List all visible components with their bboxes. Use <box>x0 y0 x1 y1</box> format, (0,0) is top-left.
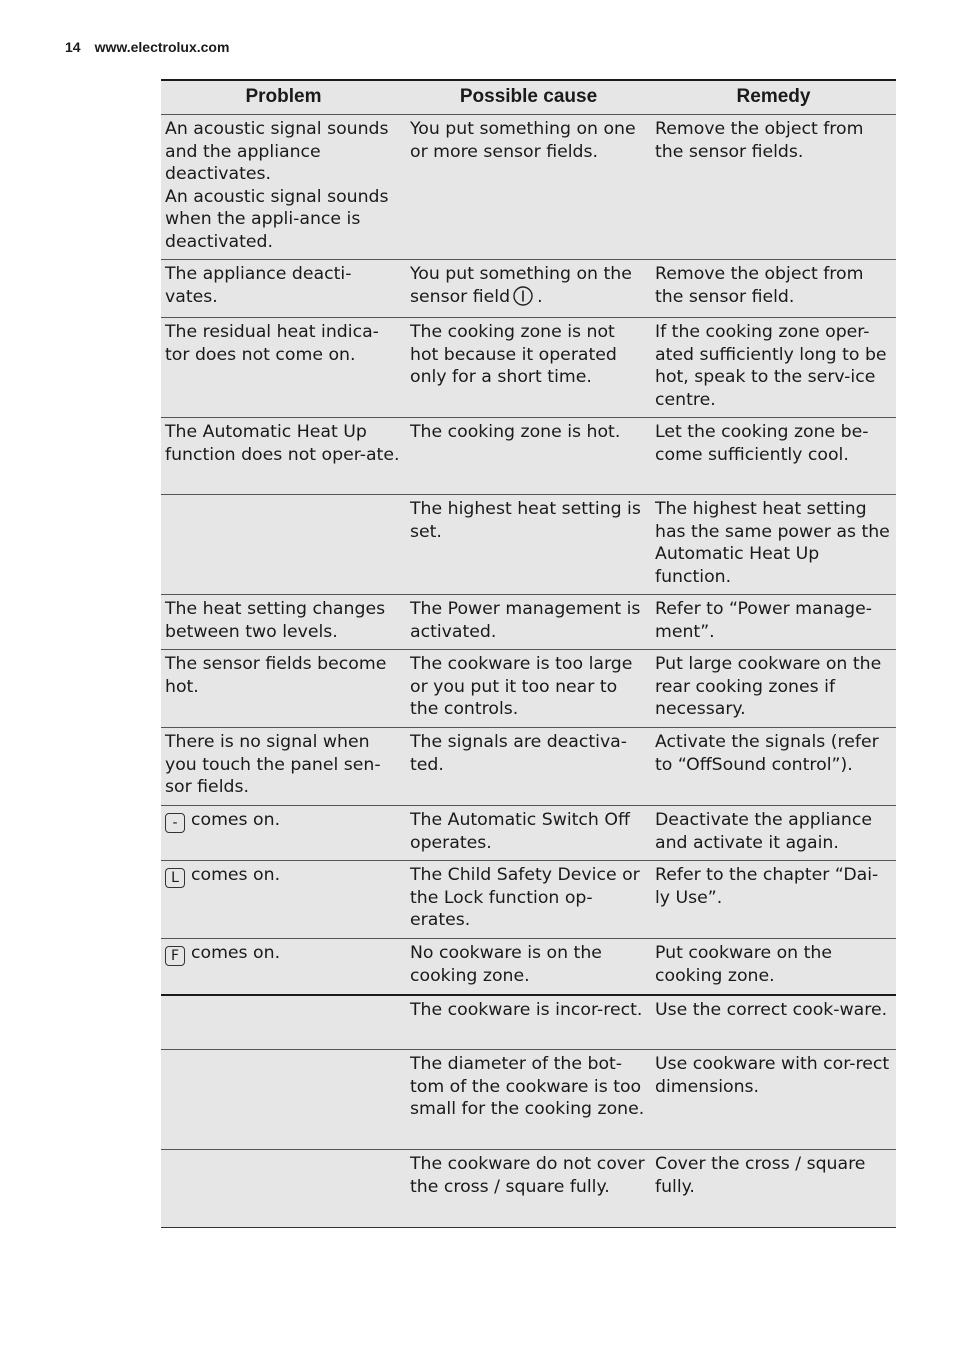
cause-cell: The signals are deactiva-ted. <box>406 728 651 806</box>
column-header-possible-cause: Possible cause <box>406 80 651 115</box>
table-row <box>161 318 896 418</box>
site-url: www.electrolux.com <box>94 39 230 55</box>
display-symbol-icon: - <box>165 813 185 833</box>
problem-cell <box>161 1150 406 1228</box>
remedy-cell: Put cookware on the cooking zone. <box>651 939 896 995</box>
page-number: 14 <box>65 39 81 55</box>
cause-cell: The cooking zone is not hot because it operated only for a short time. <box>406 318 651 418</box>
table-row <box>161 260 896 318</box>
remedy-cell: The highest heat setting has the same power as the Automatic Heat Up function. <box>651 495 896 595</box>
cause-cell: The highest heat setting is set. <box>406 495 651 595</box>
table-row <box>161 495 896 595</box>
remedy-cell: Use cookware with cor-rect dimensions. <box>651 1050 896 1150</box>
problem-cell: The residual heat indica-tor does not come on. <box>161 318 406 418</box>
table-row <box>161 115 896 260</box>
table-row <box>161 806 896 861</box>
problem-cell: L comes on. <box>161 861 406 939</box>
remedy-cell: Refer to “Power manage-ment”. <box>651 595 896 650</box>
cause-cell: You put something on the sensor field . <box>406 260 651 318</box>
page-header <box>65 39 229 55</box>
problem-cell: The appliance deacti-vates. <box>161 260 406 318</box>
cause-cell: The cooking zone is hot. <box>406 418 651 495</box>
remedy-cell: Refer to the chapter “Dai-ly Use”. <box>651 861 896 939</box>
problem-cell <box>161 995 406 1050</box>
cause-cell: No cookware is on the cooking zone. <box>406 939 651 995</box>
troubleshooting-table <box>161 79 896 1228</box>
remedy-cell: Deactivate the appliance and activate it again. <box>651 806 896 861</box>
table-row <box>161 595 896 650</box>
cause-cell: The cookware is incor-rect. <box>406 995 651 1050</box>
problem-cell <box>161 495 406 595</box>
power-icon <box>513 286 533 306</box>
remedy-cell: If the cooking zone oper-ated sufficiently long to be hot, speak to the serv-ice centre. <box>651 318 896 418</box>
table-row <box>161 1150 896 1228</box>
problem-cell: The heat setting changes between two levels. <box>161 595 406 650</box>
table-row <box>161 995 896 1050</box>
table-row <box>161 728 896 806</box>
table-row <box>161 418 896 495</box>
cause-cell: You put something on one or more sensor fields. <box>406 115 651 260</box>
remedy-cell: Remove the object from the sensor fields. <box>651 115 896 260</box>
column-header-problem: Problem <box>161 80 406 115</box>
remedy-cell: Cover the cross / square fully. <box>651 1150 896 1228</box>
remedy-cell: Use the correct cook-ware. <box>651 995 896 1050</box>
problem-cell: The sensor fields become hot. <box>161 650 406 728</box>
remedy-cell: Put large cookware on the rear cooking zones if necessary. <box>651 650 896 728</box>
cause-cell: The cookware is too large or you put it too near to the controls. <box>406 650 651 728</box>
problem-cell: An acoustic signal sounds and the appliance deactivates. An acoustic signal sounds when the appli-ance is deactivated. <box>161 115 406 260</box>
problem-cell: There is no signal when you touch the panel sen-sor fields. <box>161 728 406 806</box>
display-symbol-icon: L <box>165 868 185 888</box>
problem-cell: - comes on. <box>161 806 406 861</box>
cause-cell: The diameter of the bot-tom of the cookware is too small for the cooking zone. <box>406 1050 651 1150</box>
table-row <box>161 650 896 728</box>
table-row <box>161 939 896 995</box>
remedy-cell: Remove the object from the sensor field. <box>651 260 896 318</box>
remedy-cell: Activate the signals (refer to “OffSound control”). <box>651 728 896 806</box>
problem-cell: The Automatic Heat Up function does not oper-ate. <box>161 418 406 495</box>
cause-cell: The Child Safety Device or the Lock function op-erates. <box>406 861 651 939</box>
column-header-remedy: Remedy <box>651 80 896 115</box>
cause-cell: The cookware do not cover the cross / square fully. <box>406 1150 651 1228</box>
problem-cell <box>161 1050 406 1150</box>
cause-cell: The Power management is activated. <box>406 595 651 650</box>
cause-cell: The Automatic Switch Off operates. <box>406 806 651 861</box>
table-row <box>161 1050 896 1150</box>
table-row <box>161 861 896 939</box>
problem-cell: F comes on. <box>161 939 406 995</box>
table-header-row <box>161 80 896 115</box>
remedy-cell: Let the cooking zone be-come sufficiently cool. <box>651 418 896 495</box>
display-symbol-icon: F <box>165 946 185 966</box>
